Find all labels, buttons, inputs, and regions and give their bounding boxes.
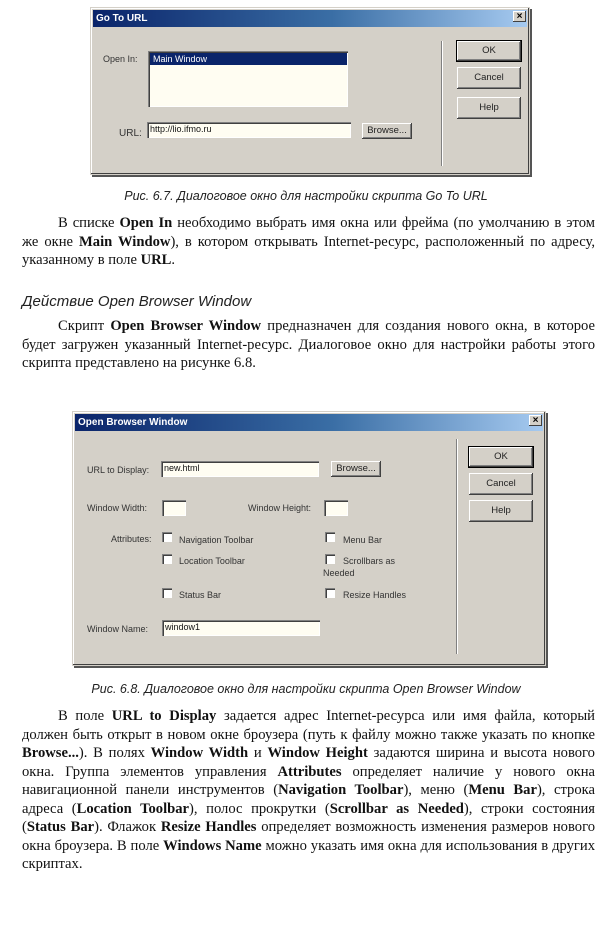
window-height-label: Window Height:: [248, 503, 312, 513]
checkbox-label: Location Toolbar: [179, 556, 245, 566]
close-icon[interactable]: ×: [513, 11, 526, 22]
window-name-label: Window Name:: [87, 624, 149, 634]
attributes-label: Attributes:: [111, 534, 152, 544]
url-label: URL:: [119, 128, 142, 139]
cancel-button[interactable]: Cancel: [457, 67, 521, 89]
figure-caption-6-7: Рис. 6.7. Диалоговое окно для настройки скрипта Go To URL: [124, 189, 488, 203]
browse-button[interactable]: Browse...: [362, 123, 412, 139]
checkbox-label: Menu Bar: [343, 535, 383, 545]
button-separator: [441, 41, 443, 166]
checkbox-label: Scrollbars as: [343, 556, 396, 566]
cancel-button[interactable]: Cancel: [469, 473, 533, 495]
figure-caption-6-8: Рис. 6.8. Диалоговое окно для настройки скрипта Open Browser Window: [91, 682, 521, 696]
window-width-label: Window Width:: [87, 503, 148, 513]
url-to-display-input[interactable]: new.html: [161, 461, 319, 477]
checkbox[interactable]: [162, 588, 172, 598]
checkbox[interactable]: [162, 532, 172, 542]
dialog-title-bar: [93, 10, 527, 27]
checkbox[interactable]: [325, 554, 335, 564]
open-in-listbox[interactable]: [148, 51, 348, 107]
checkbox-label: Resize Handles: [343, 590, 407, 600]
paragraph-open-in: В списке Open In необходимо выбрать имя окна или фрейма (по умолчанию в этом же окне Main Window), в котором открывать Internet-ресурс, расположенный по адресу, указанному в поле URL.: [22, 215, 595, 268]
checkbox-label: Navigation Toolbar: [179, 535, 254, 545]
help-button[interactable]: Help: [457, 97, 521, 119]
open-in-label: Open In:: [103, 54, 138, 64]
list-item-selected[interactable]: Main Window: [150, 53, 347, 65]
browse-button[interactable]: Browse...: [331, 461, 381, 477]
go-to-url-dialog: [90, 7, 530, 175]
dialog-title: Open Browser Window: [78, 417, 188, 428]
close-icon[interactable]: ×: [529, 415, 542, 426]
checkbox[interactable]: [325, 532, 335, 542]
url-to-display-label: URL to Display:: [87, 465, 150, 475]
checkbox-label-line2: Needed: [323, 568, 355, 578]
dialog-title-bar: [75, 414, 543, 431]
section-heading: Действие Open Browser Window: [22, 293, 252, 310]
ok-button[interactable]: OK: [469, 447, 533, 467]
window-name-input[interactable]: window1: [162, 620, 320, 636]
button-separator: [456, 439, 458, 654]
url-input[interactable]: http://lio.ifmo.ru: [147, 122, 351, 138]
window-height-input[interactable]: [324, 500, 348, 516]
window-width-input[interactable]: [162, 500, 186, 516]
ok-button[interactable]: OK: [457, 41, 521, 61]
open-browser-window-dialog: [72, 411, 546, 666]
checkbox[interactable]: [162, 554, 172, 564]
dialog-title: Go To URL: [96, 13, 148, 24]
checkbox-label: Status Bar: [179, 590, 222, 600]
paragraph-open-browser-window: Скрипт Open Browser Window предназначен для создания нового окна, в которое будет загружен указанный Internet-ресурс. Диалоговое окно для настройки работы этого скрипта представлено на рисунке 6.8.: [22, 318, 596, 371]
paragraph-url-to-display: В поле URL to Display задается адрес Internet-ресурса или имя файла, который должен быть открыт в новом окне броузера (путь к файлу можно также указать по кнопке Browse...). В полях Window Width и Window Height задаются ширина и высота нового окна. Группа элементов управления Attributes определяет наличие у нового окна навигационной панели инструментов (Navigation Toolbar), меню (Menu Bar), строка адреса (Location Toolbar), полос прокрутки (Scrollbar as Needed), строки состояния (Status Bar). Флажок Resize Handles определяет возможность изменения размеров нового окна броузера. В поле Windows Name можно указать имя окна для использования в других скриптах.: [22, 708, 596, 872]
help-button[interactable]: Help: [469, 500, 533, 522]
checkbox[interactable]: [325, 588, 335, 598]
